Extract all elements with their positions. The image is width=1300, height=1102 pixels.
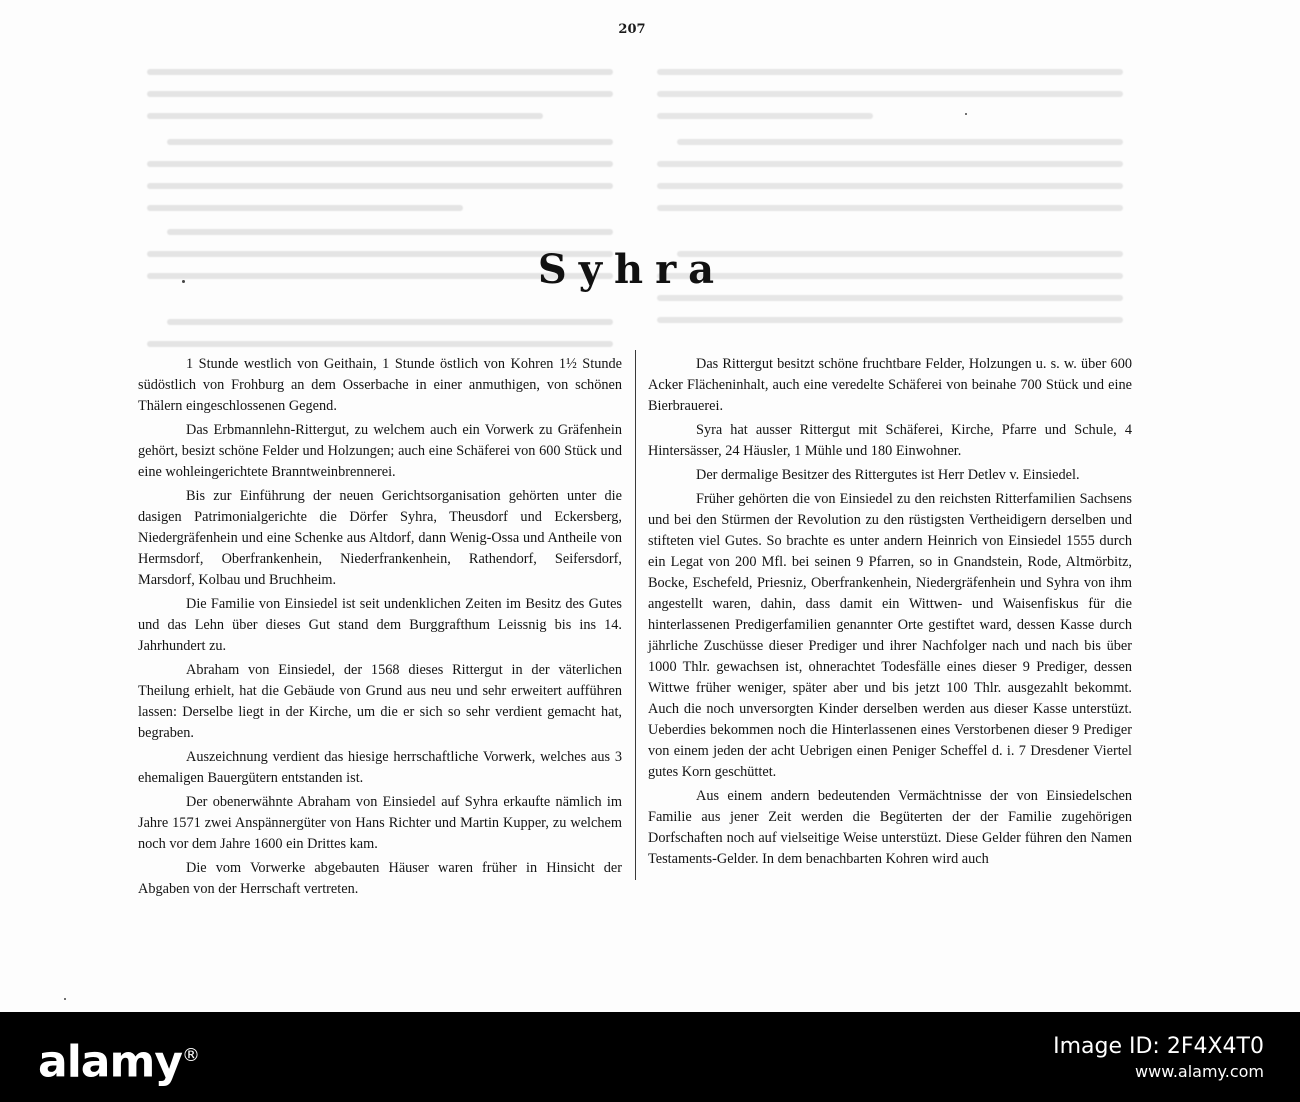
- paragraph: Das Erbmannlehn-Rittergut, zu welchem auch ein Vorwerk zu Gräfenhein gehört, besizt schöne Felder und Holzungen; auch eine Schäferei von 600 Stück und eine wohleingerichtete Branntweinbrennerei.: [138, 422, 622, 480]
- paragraph: Auszeichnung verdient das hiesige herrschaftliche Vorwerk, welches aus 3 ehemaligen Bauergütern entstanden ist.: [138, 749, 622, 786]
- alamy-logo: [38, 1030, 199, 1089]
- show-through-lines: [140, 60, 620, 380]
- paragraph: Syra hat ausser Rittergut mit Schäferei, Kirche, Pfarre und Schule, 4 Hintersässer, 24 Häusler, 1 Mühle und 180 Einwohner.: [648, 422, 1132, 459]
- show-through-texture-right: [650, 60, 1130, 350]
- ink-speck: [182, 280, 185, 283]
- show-through-lines-right: [650, 60, 1130, 350]
- paragraph: Abraham von Einsiedel, der 1568 dieses Rittergut in der väterlichen Theilung erhielt, hat die Gebäude von Grund aus neu und sehr erweitert aufführen lassen: Derselbe liegt in der Kirche, um die er sich so sehr verdient gemacht hat, begraben.: [138, 662, 622, 741]
- paragraph: Der obenerwähnte Abraham von Einsiedel auf Syhra erkaufte nämlich im Jahre 1571 zwei Anspännergüter von Hans Richter und Martin Kupper, zu welchem noch vor dem Jahre 1600 ein Drittes kam.: [138, 794, 622, 852]
- paragraph: Das Rittergut besitzt schöne fruchtbare Felder, Holzungen u. s. w. über 600 Acker Flächeninhalt, auch eine veredelte Schäferei von beinahe 700 Stück und eine Bierbrauerei.: [648, 356, 1132, 414]
- page-title: Syhra: [537, 246, 727, 293]
- paragraph: Der dermalige Besitzer des Rittergutes ist Herr Detlev v. Einsiedel.: [696, 467, 1080, 483]
- ink-speck: [64, 998, 66, 1000]
- page-number: 207: [618, 22, 646, 37]
- paragraph: 1 Stunde westlich von Geithain, 1 Stunde östlich von Kohren 1½ Stunde südöstlich von Frohburg an dem Osserbache in einer anmuthigen, von schönen Thälern eingeschlossenen Gegend.: [138, 356, 622, 414]
- image-id: Image ID: 2F4X4T0: [1053, 1034, 1264, 1059]
- show-through-texture: [140, 60, 620, 380]
- paragraph: Aus einem andern bedeutenden Vermächtnisse der von Einsiedelschen Familie aus jener Zeit werden die Begüterten der der Familie zugehörigen Dorfschaften noch auf vielseitige Weise unterstüzt. Diese Gelder führen den Namen Testaments-Gelder. In dem benachbarten Kohren wird auch: [648, 788, 1132, 867]
- paragraph: Die vom Vorwerke abgebauten Häuser waren früher in Hinsicht der Abgaben von der Herrschaft vertreten.: [138, 860, 622, 897]
- paragraph: Früher gehörten die von Einsiedel zu den reichsten Ritterfamilien Sachsens und bei den Stürmen der Revolution zu den rüstigsten Vertheidigern derselben und stifteten viel Gutes. So brachte es unter andern Heinrich von Einsiedel 1555 durch ein Legat von 200 Mfl. bei seinen 9 Pfarren, so in Gnandstein, Rode, Altmörbitz, Bocke, Eschefeld, Priesniz, Oberfrankenhein, Niedergräfenhein und Syhra von ihm angestellt waren, dahin, dass damit ein Wittwen- und Waisenfiskus für die hinterlassenen Predigerfamilien genannter Orte gestiftet ward, dessen Kasse durch jährliche Zuschüsse dieser Prediger und ihrer Nachfolger nach und nach bis über 1000 Thlr. gewachsen ist, ohnerachtet Todesfälle eines dieser 9 Prediger, dessen Wittwe früher weniger, später aber und bis jetzt 100 Thlr. ausgezahlt bekommt. Auch die noch unversorgten Kinder derselben werden aus dieser Kasse unterstüzt. Ueberdies bekommen noch die Hinterlassenen eines Verstorbenen dieser 9 Prediger von einem jeden der acht Uebrigen einen Peniger Scheffel d. i. 7 Dresdener Viertel gutes Korn geschüttet.: [648, 491, 1132, 780]
- registered-mark: ®: [182, 1045, 199, 1066]
- alamy-logo-text: alamy: [38, 1036, 182, 1088]
- footer-meta: [1053, 1034, 1264, 1084]
- paragraph: Bis zur Einführung der neuen Gerichtsorganisation gehörten unter die dasigen Patrimonialgerichte die Dörfer Syhra, Theusdorf und Eckersberg, Niedergräfenhein und eine Schenke aus Altdorf, dann Wenig-Ossa und Antheile von Hermsdorf, Oberfrankenhein, Niederfrankenhein, Rathendorf, Seifersdorf, Marsdorf, Kolbau und Bruchheim.: [138, 488, 622, 588]
- paragraph: Die Familie von Einsiedel ist seit undenklichen Zeiten im Besitz des Gutes und das Lehn über dieses Gut stand dem Burggrafthum Leissnig bis ins 14. Jahrhundert zu.: [138, 596, 622, 654]
- ink-speck: [965, 113, 967, 115]
- left-column: [138, 354, 622, 903]
- site-url[interactable]: www.alamy.com: [1135, 1062, 1264, 1081]
- right-column: [648, 354, 1132, 873]
- column-divider: [635, 350, 636, 880]
- stock-watermark-footer: [0, 1012, 1300, 1102]
